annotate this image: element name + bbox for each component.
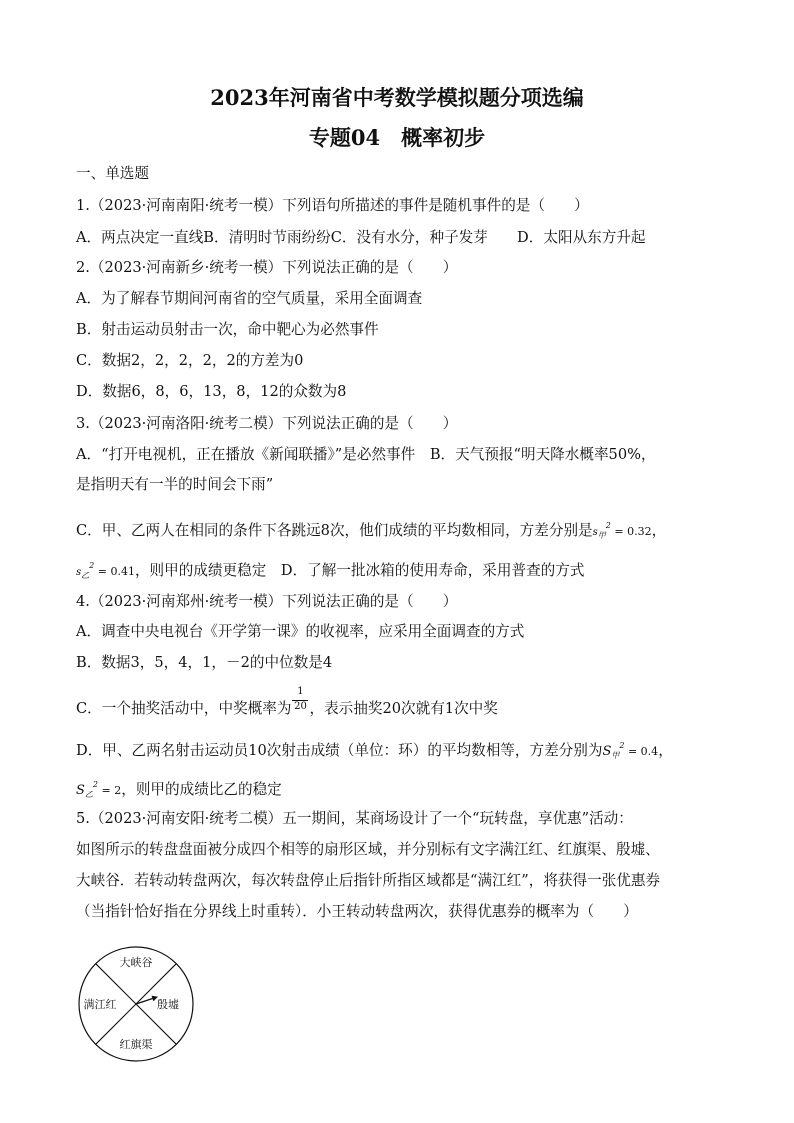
section-heading: 一、单选题 bbox=[76, 165, 149, 182]
q3-option-a-line1: A．“打开电视机，正在播放《新闻联播》”是必然事件 B．天气预报“明天降水概率50%， bbox=[76, 446, 656, 463]
q3-variance-jia: $s_甲^2$ bbox=[592, 521, 611, 540]
q5-line4: （当指针恰好指在分界线上时重转）．小王转动转盘两次，获得优惠券的概率为（ ） bbox=[76, 903, 638, 920]
q3-option-c-d-text: ，则甲的成绩更稳定 D．了解一批冰箱的使用寿命，采用普查的方式 bbox=[134, 562, 585, 579]
q3-option-c-text: C．甲、乙两人在相同的条件下各跳远8次，他们成绩的平均数相同，方差分别是 bbox=[76, 522, 593, 539]
q3-stem: 3.（2023·河南洛阳·统考二模）下列说法正确的是（ ） bbox=[76, 415, 458, 432]
q2-option-d: D．数据6，8，6，13，8，12的众数为8 bbox=[76, 383, 347, 400]
q5-line1: 5.（2023·河南安阳·统考二模）五一期间，某商场设计了一个“玩转盘，享优惠”活动： bbox=[76, 810, 633, 827]
q4-option-d-line2: $S_乙^2 = 2$，则甲的成绩比乙的稳定 bbox=[76, 780, 282, 799]
q2-option-c: C．数据2，2，2，2，2的方差为0 bbox=[76, 352, 304, 369]
q4-option-c: C．一个抽奖活动中，中奖概率为 $\frac{1}{20}$ ，表示抽奖20次就有1次中奖 bbox=[76, 686, 498, 717]
q1-options: A．两点决定一直线B．清明时节雨纷纷C．没有水分，种子发芽 D．太阳从东方升起 bbox=[76, 229, 646, 246]
fraction-one-twentieth: $\frac{1}{20}$ bbox=[294, 686, 307, 712]
q3-option-c-line1: C．甲、乙两人在相同的条件下各跳远8次，他们成绩的平均数相同，方差分别是$s_甲^2 = 0.32$， bbox=[76, 521, 667, 540]
q1-stem: 1.（2023·河南南阳·统考一模）下列语句所描述的事件是随机事件的是（ ） bbox=[76, 197, 589, 214]
q4-variance-jia: $S_甲^2$ bbox=[602, 741, 625, 760]
q3-option-a-line2: 是指明天有一半的时间会下雨” bbox=[76, 476, 274, 493]
q5-line3: 大峡谷．若转动转盘两次，每次转盘停止后指针所指区域都是“满江红”，将获得一张优惠券 bbox=[76, 872, 661, 889]
q3-variance-yi: $s_乙^2$ bbox=[76, 561, 95, 580]
q2-option-b: B．射击运动员射击一次，命中靶心为必然事件 bbox=[76, 321, 379, 338]
sector-label-bottom: 红旗渠 bbox=[119, 1038, 153, 1051]
q4-option-d-line1: D．甲、乙两名射击运动员10次射击成绩（单位：环）的平均数相等，方差分别为$S_甲^2 = 0.4$， bbox=[76, 741, 673, 760]
q4-option-a: A．调查中央电视台《开学第一课》的收视率，应采用全面调查的方式 bbox=[76, 623, 525, 640]
q4-option-b: B．数据3，5，4，1，－2的中位数是4 bbox=[76, 654, 333, 671]
document-title: 2023年河南省中考数学模拟题分项选编 bbox=[210, 85, 584, 110]
q5-line2: 如图所示的转盘盘面被分成四个相等的扇形区域，并分别标有文字满江红、红旗渠、殷墟、 bbox=[76, 841, 660, 858]
spinner-wheel-figure bbox=[76, 944, 196, 1064]
sector-label-left: 满江红 bbox=[83, 998, 117, 1011]
q3-option-c-line2: $s_乙^2 = 0.41$，则甲的成绩更稳定 D．了解一批冰箱的使用寿命，采用普查的方式 bbox=[76, 561, 585, 580]
q4-variance-yi: $S_乙^2$ bbox=[76, 780, 98, 799]
q4-stem: 4.（2023·河南郑州·统考一模）下列说法正确的是（ ） bbox=[76, 593, 458, 610]
document-subtitle: 专题04 概率初步 bbox=[308, 125, 486, 150]
sector-label-top: 大峡谷 bbox=[119, 956, 153, 969]
q2-option-a: A．为了解春节期间河南省的空气质量，采用全面调查 bbox=[76, 290, 423, 307]
sector-label-right: 殷墟 bbox=[157, 998, 179, 1011]
q2-stem: 2.（2023·河南新乡·统考一模）下列说法正确的是（ ） bbox=[76, 259, 458, 276]
